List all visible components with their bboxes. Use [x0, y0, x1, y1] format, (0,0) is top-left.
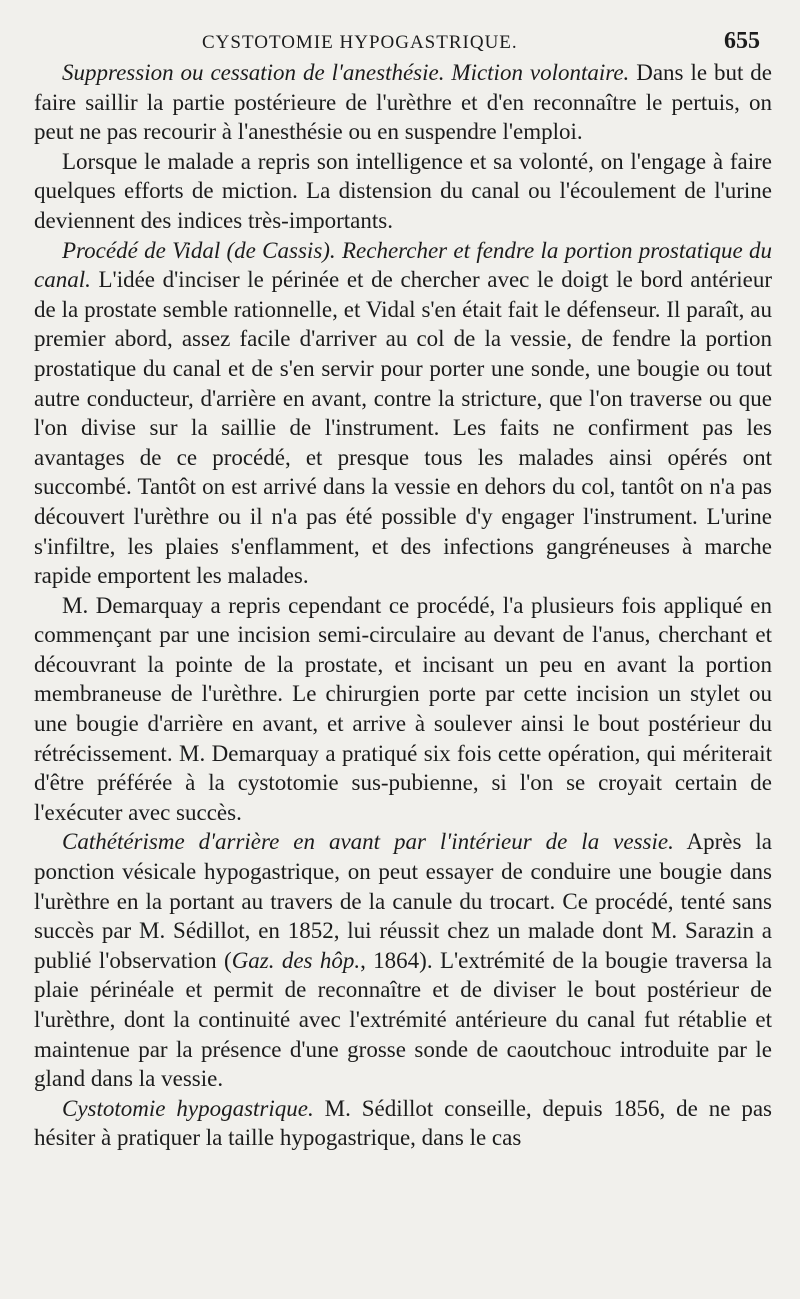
paragraph-cystotomie	[34, 1094, 772, 1153]
paragraph-text: Dans le but de faire saillir la partie postérieure de l'urèthre et d'en reconnaître le pertuis, on peut ne pas recourir à l'anesthésie ou en suspendre l'emploi.	[34, 60, 772, 145]
paragraph-text: M. Demarquay a repris cependant ce procédé, l'a plusieurs fois appliqué en commençant par une incision semi-circulaire au devant de l'anus, cherchant et découvrant la pointe de la prostate, et incisant un peu en avant la portion membraneuse de l'urèthre. Le chirurgien porte par cette incision un stylet ou une bougie d'arrière en avant, et arrive à soulever ainsi le bout postérieur du rétrécissement. M. Demarquay a pratiqué six fois cette opération, qui mériterait d'être préférée à la cystotomie sus-pubienne, si l'on se croyait certain de l'exécuter avec succès.	[34, 592, 772, 825]
paragraph-lead: Cathétérisme d'arrière en avant par l'intérieur de la vessie.	[62, 829, 674, 855]
paragraph-text: , 1864). L'extrémité de la bougie traversa la plaie périnéale et permit de reconnaître et de diviser le bout postérieur de l'urèthre, dont la continuité avec l'extrémité antérieure du canal fut rétablie et maintenue par la présence d'une grosse sonde de caoutchouc introduite par le gland dans la vessie.	[34, 947, 772, 1092]
paragraph-demarquay	[34, 591, 772, 828]
paragraph-catheterisme	[34, 827, 772, 1093]
paragraph-text: M. Sédillot conseille, depuis 1856, de ne pas hésiter à pratiquer la taille hypogastrique, dans le cas	[34, 1095, 772, 1151]
paragraph-text: Lorsque le malade a repris son intelligence et sa volonté, on l'engage à faire quelques efforts de miction. La distension du canal ou l'écoulement de l'urine deviennent des indices très-importants.	[34, 148, 772, 233]
page-number: 655	[724, 28, 760, 54]
citation-journal: Gaz. des hôp.	[231, 947, 361, 973]
running-title: CYSTOTOMIE HYPOGASTRIQUE.	[202, 32, 518, 53]
paragraph-miction	[34, 147, 772, 236]
paragraph-text: Après la ponction vésicale hypogastrique, on peut essayer de conduire une bougie dans l'urèthre en la portant au travers de la canule du trocart. Ce procédé, tenté sans succès par M. Sédillot, en 1852, lui réussit chez un malade dont M. Sarazin a publié l'observation (	[34, 829, 772, 973]
paragraph-text: L'idée d'inciser le périnée et de chercher avec le doigt le bord antérieur de la prostate semble rationnelle, et Vidal s'en était fait le défenseur. Il paraît, au premier abord, assez facile d'arriver au col de la vessie, de fendre la portion prostatique du canal et de s'en servir pour porter une sonde, une bougie ou tout autre conducteur, d'arrière en avant, contre la stricture, que l'on traverse ou que l'on divise sur la saillie de l'instrument. Les faits ne confirment pas les avantages de ce procédé, et presque tous les malades ainsi opérés ont succombé. Tantôt on est arrivé dans la vessie en dehors du col, tantôt on n'a pas découvert l'urèthre ou il n'a pas été possible d'y engager l'instrument. L'urine s'infiltre, les plaies s'enflamment, et des infections gangréneuses à marche rapide emportent les malades.	[34, 267, 772, 589]
page-header	[34, 22, 772, 58]
paragraph-anesthesie	[34, 58, 772, 147]
body-text	[34, 58, 772, 1153]
paragraph-lead: Procédé de Vidal (de Cassis). Rechercher et fendre la portion prostatique du canal.	[34, 237, 772, 293]
paragraph-procede-vidal	[34, 236, 772, 591]
paragraph-lead: Cystotomie hypogastrique.	[62, 1095, 314, 1121]
paragraph-lead: Suppression ou cessation de l'anesthésie. Miction volontaire.	[62, 60, 630, 85]
